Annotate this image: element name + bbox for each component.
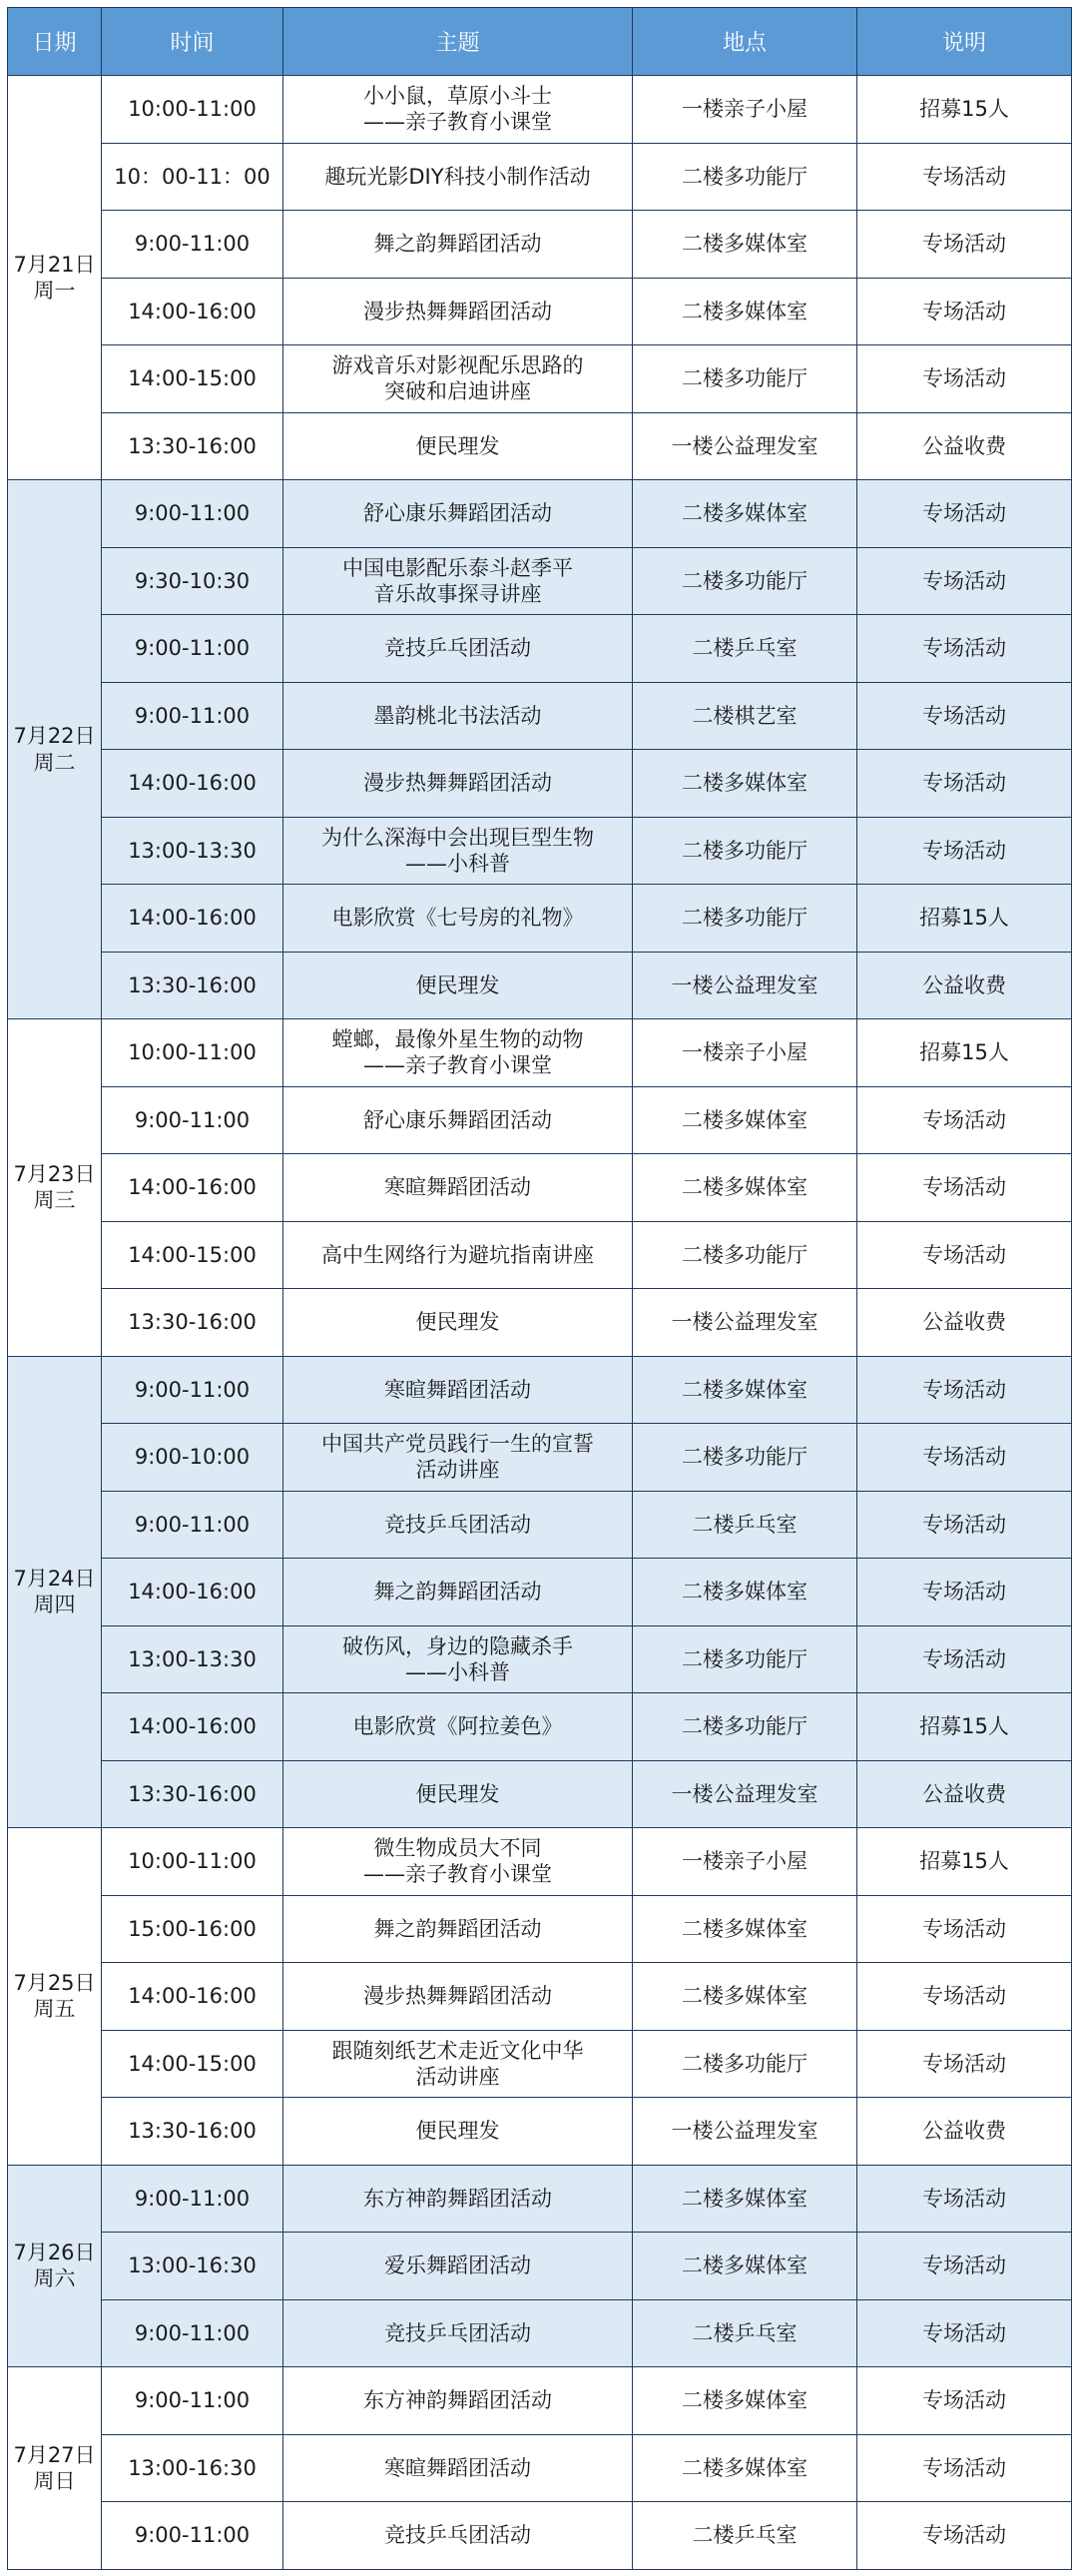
time-cell: 9:00-11:00: [102, 480, 283, 548]
location-cell: 一楼亲子小屋: [633, 76, 857, 144]
topic-line: 破伤风，身边的隐藏杀手: [342, 1633, 573, 1658]
note-cell: 专场活动: [857, 278, 1072, 345]
topic-cell: [283, 412, 633, 480]
topic-cell: [283, 1963, 633, 2031]
note-cell: 公益收费: [857, 952, 1072, 1019]
table-row: [8, 1491, 1072, 1559]
note-cell: 专场活动: [857, 1963, 1072, 2031]
time-cell: 13:00-13:30: [102, 1625, 283, 1693]
topic-line: ——小科普: [405, 851, 510, 876]
topic-cell: [283, 1019, 633, 1087]
topic-line: 高中生网络行为避坑指南讲座: [321, 1242, 594, 1267]
location-cell: 二楼乒乓室: [633, 2299, 857, 2367]
note-cell: 专场活动: [857, 1424, 1072, 1492]
location-cell: 二楼多媒体室: [633, 1895, 857, 1963]
location-cell: 二楼多媒体室: [633, 1963, 857, 2031]
topic-line: 电影欣赏《七号房的礼物》: [331, 906, 584, 931]
date-cell: 7月26日 周六: [8, 2165, 102, 2367]
topic-cell: [283, 1086, 633, 1154]
topic-line: 舞之韵舞蹈团活动: [373, 232, 542, 257]
note-cell: 专场活动: [857, 480, 1072, 548]
topic-line: ——亲子教育小课堂: [363, 1862, 552, 1887]
topic-cell: [283, 2165, 633, 2233]
topic-cell: [283, 750, 633, 818]
note-cell: 招募15人: [857, 76, 1072, 144]
table-row: [8, 1356, 1072, 1424]
topic-line: 墨韵桃北书法活动: [373, 703, 542, 728]
note-cell: 招募15人: [857, 1019, 1072, 1087]
table-row: [8, 885, 1072, 953]
location-cell: 一楼公益理发室: [633, 1289, 857, 1357]
topic-line: 竞技乒乓团活动: [384, 1512, 531, 1537]
topic-line: 寒暄舞蹈团活动: [384, 2455, 531, 2480]
time-cell: 13:00-16:30: [102, 2233, 283, 2300]
topic-line: 游戏音乐对影视配乐思路的: [331, 353, 584, 377]
table-row: [8, 1625, 1072, 1693]
table-row: [8, 1559, 1072, 1626]
header-time: 时间: [102, 8, 283, 76]
time-cell: 9:00-11:00: [102, 2299, 283, 2367]
day-group: [8, 76, 1072, 480]
time-cell: 14:00-15:00: [102, 2030, 283, 2098]
table-row: [8, 682, 1072, 750]
note-cell: 专场活动: [857, 615, 1072, 683]
note-cell: 专场活动: [857, 2299, 1072, 2367]
location-cell: 二楼多媒体室: [633, 1086, 857, 1154]
topic-cell: [283, 211, 633, 279]
topic-cell: [283, 1154, 633, 1222]
header-topic: 主题: [283, 8, 633, 76]
topic-cell: [283, 2367, 633, 2435]
topic-cell: [283, 2502, 633, 2570]
table-row: [8, 345, 1072, 413]
schedule-table: [7, 7, 1072, 2570]
location-cell: 二楼多功能厅: [633, 1221, 857, 1289]
location-cell: 二楼多媒体室: [633, 2165, 857, 2233]
topic-cell: [283, 1625, 633, 1693]
note-cell: 专场活动: [857, 1559, 1072, 1626]
table-row: [8, 2434, 1072, 2502]
note-cell: 专场活动: [857, 547, 1072, 615]
location-cell: 一楼公益理发室: [633, 952, 857, 1019]
time-cell: 14:00-16:00: [102, 1559, 283, 1626]
topic-line: ——亲子教育小课堂: [363, 1053, 552, 1078]
topic-line: 为什么深海中会出现巨型生物: [321, 825, 594, 850]
time-cell: 9:00-11:00: [102, 1356, 283, 1424]
location-cell: 二楼乒乓室: [633, 1491, 857, 1559]
topic-cell: [283, 1424, 633, 1492]
topic-line: 东方神韵舞蹈团活动: [363, 2388, 552, 2413]
note-cell: 专场活动: [857, 2030, 1072, 2098]
time-cell: 14:00-16:00: [102, 278, 283, 345]
topic-line: 寒暄舞蹈团活动: [384, 1377, 531, 1402]
location-cell: 一楼亲子小屋: [633, 1828, 857, 1896]
topic-line: 便民理发: [415, 1781, 500, 1806]
table-row: [8, 2299, 1072, 2367]
table-row: [8, 2367, 1072, 2435]
location-cell: 二楼多功能厅: [633, 345, 857, 413]
day-group: [8, 1019, 1072, 1357]
topic-cell: [283, 480, 633, 548]
location-cell: 二楼多媒体室: [633, 480, 857, 548]
topic-cell: [283, 1895, 633, 1963]
note-cell: 专场活动: [857, 2502, 1072, 2570]
topic-line: 趣玩光影DIY科技小制作活动: [324, 164, 591, 189]
note-cell: 公益收费: [857, 1760, 1072, 1828]
topic-line: 竞技乒乓团活动: [384, 636, 531, 661]
topic-cell: [283, 2299, 633, 2367]
topic-cell: [283, 345, 633, 413]
note-cell: 专场活动: [857, 1625, 1072, 1693]
table-row: [8, 278, 1072, 345]
header-location: 地点: [633, 8, 857, 76]
topic-cell: [283, 1356, 633, 1424]
date-cell: 7月24日 周四: [8, 1356, 102, 1828]
table-row: [8, 952, 1072, 1019]
topic-cell: [283, 2233, 633, 2300]
time-cell: 14:00-16:00: [102, 1693, 283, 1761]
header-row: [8, 8, 1072, 76]
time-cell: 14:00-15:00: [102, 345, 283, 413]
topic-cell: [283, 1289, 633, 1357]
location-cell: 一楼公益理发室: [633, 412, 857, 480]
note-cell: 专场活动: [857, 1895, 1072, 1963]
table-row: [8, 1963, 1072, 2031]
topic-cell: [283, 952, 633, 1019]
date-cell: 7月21日 周一: [8, 76, 102, 480]
location-cell: 二楼多功能厅: [633, 1625, 857, 1693]
note-cell: 专场活动: [857, 2367, 1072, 2435]
time-cell: 13:30-16:00: [102, 412, 283, 480]
note-cell: 专场活动: [857, 2434, 1072, 2502]
table-row: [8, 1019, 1072, 1087]
time-cell: 9:30-10:30: [102, 547, 283, 615]
time-cell: 15:00-16:00: [102, 1895, 283, 1963]
topic-line: 微生物成员大不同: [373, 1836, 542, 1860]
topic-cell: [283, 2434, 633, 2502]
table-row: [8, 750, 1072, 818]
time-cell: 13:30-16:00: [102, 1760, 283, 1828]
location-cell: 二楼多媒体室: [633, 211, 857, 279]
table-row: [8, 1289, 1072, 1357]
topic-line: 东方神韵舞蹈团活动: [363, 2186, 552, 2211]
note-cell: 专场活动: [857, 345, 1072, 413]
table-row: [8, 2502, 1072, 2570]
date-cell: 7月25日 周五: [8, 1828, 102, 2166]
location-cell: 二楼多功能厅: [633, 1693, 857, 1761]
table-row: [8, 412, 1072, 480]
topic-line: ——小科普: [405, 1659, 510, 1684]
note-cell: 专场活动: [857, 682, 1072, 750]
topic-cell: [283, 1491, 633, 1559]
table-row: [8, 480, 1072, 548]
topic-line: 漫步热舞舞蹈团活动: [363, 1984, 552, 2009]
topic-cell: [283, 1760, 633, 1828]
topic-cell: [283, 1828, 633, 1896]
table-row: [8, 2098, 1072, 2166]
topic-line: 爱乐舞蹈团活动: [384, 2254, 531, 2278]
note-cell: 公益收费: [857, 1289, 1072, 1357]
location-cell: 二楼乒乓室: [633, 615, 857, 683]
table-header: [8, 8, 1072, 76]
topic-line: 漫步热舞舞蹈团活动: [363, 299, 552, 323]
table-row: [8, 615, 1072, 683]
location-cell: 一楼公益理发室: [633, 1760, 857, 1828]
time-cell: 9:00-11:00: [102, 211, 283, 279]
table-row: [8, 1221, 1072, 1289]
note-cell: 专场活动: [857, 817, 1072, 885]
location-cell: 二楼多功能厅: [633, 2030, 857, 2098]
table-row: [8, 1828, 1072, 1896]
topic-line: 舒心康乐舞蹈团活动: [363, 501, 552, 526]
location-cell: 二楼多功能厅: [633, 1424, 857, 1492]
time-cell: 9:00-11:00: [102, 615, 283, 683]
location-cell: 二楼多功能厅: [633, 143, 857, 211]
topic-cell: [283, 76, 633, 144]
time-cell: 9:00-11:00: [102, 2165, 283, 2233]
topic-line: 竞技乒乓团活动: [384, 2523, 531, 2548]
location-cell: 二楼乒乓室: [633, 2502, 857, 2570]
note-cell: 招募15人: [857, 1693, 1072, 1761]
time-cell: 9:00-11:00: [102, 1086, 283, 1154]
note-cell: 专场活动: [857, 750, 1072, 818]
topic-cell: [283, 2030, 633, 2098]
topic-line: 便民理发: [415, 972, 500, 997]
location-cell: 二楼多媒体室: [633, 1559, 857, 1626]
topic-line: 电影欣赏《阿拉姜色》: [352, 1714, 563, 1739]
topic-line: 舞之韵舞蹈团活动: [373, 1916, 542, 1941]
time-cell: 10:00-11:00: [102, 1019, 283, 1087]
location-cell: 二楼棋艺室: [633, 682, 857, 750]
table-row: [8, 1895, 1072, 1963]
location-cell: 二楼多媒体室: [633, 2233, 857, 2300]
note-cell: 公益收费: [857, 2098, 1072, 2166]
time-cell: 14:00-16:00: [102, 885, 283, 953]
day-group: [8, 2165, 1072, 2367]
location-cell: 二楼多媒体室: [633, 1154, 857, 1222]
topic-cell: [283, 885, 633, 953]
location-cell: 一楼亲子小屋: [633, 1019, 857, 1087]
topic-cell: [283, 2098, 633, 2166]
table-row: [8, 1086, 1072, 1154]
table-row: [8, 817, 1072, 885]
day-group: [8, 480, 1072, 1019]
table-row: [8, 1424, 1072, 1492]
date-cell: 7月23日 周三: [8, 1019, 102, 1357]
topic-line: 漫步热舞舞蹈团活动: [363, 771, 552, 796]
topic-cell: [283, 1559, 633, 1626]
topic-cell: [283, 278, 633, 345]
location-cell: 二楼多功能厅: [633, 547, 857, 615]
topic-cell: [283, 1693, 633, 1761]
table-row: [8, 547, 1072, 615]
table-row: [8, 2030, 1072, 2098]
topic-line: 中国电影配乐泰斗赵季平: [342, 555, 573, 580]
location-cell: 二楼多媒体室: [633, 750, 857, 818]
date-cell: 7月27日 周日: [8, 2367, 102, 2570]
topic-line: 活动讲座: [415, 1458, 500, 1483]
topic-line: 突破和启迪讲座: [384, 379, 531, 404]
day-group: [8, 1356, 1072, 1828]
note-cell: 专场活动: [857, 143, 1072, 211]
header-date: 日期: [8, 8, 102, 76]
topic-cell: [283, 547, 633, 615]
time-cell: 13:00-16:30: [102, 2434, 283, 2502]
day-group: [8, 2367, 1072, 2570]
topic-line: 活动讲座: [415, 2064, 500, 2089]
time-cell: 9:00-11:00: [102, 2367, 283, 2435]
topic-line: 便民理发: [415, 2119, 500, 2144]
topic-line: 舒心康乐舞蹈团活动: [363, 1107, 552, 1132]
topic-line: 中国共产党员践行一生的宣誓: [321, 1432, 594, 1456]
note-cell: 招募15人: [857, 885, 1072, 953]
time-cell: 9:00-11:00: [102, 1491, 283, 1559]
note-cell: 专场活动: [857, 1086, 1072, 1154]
time-cell: 9:00-11:00: [102, 2502, 283, 2570]
time-cell: 9:00-11:00: [102, 682, 283, 750]
time-cell: 9:00-10:00: [102, 1424, 283, 1492]
table-row: [8, 76, 1072, 144]
table-row: [8, 2233, 1072, 2300]
date-cell: 7月22日 周二: [8, 480, 102, 1019]
table-row: [8, 2165, 1072, 2233]
location-cell: 二楼多媒体室: [633, 1356, 857, 1424]
note-cell: 专场活动: [857, 1154, 1072, 1222]
time-cell: 13:30-16:00: [102, 1289, 283, 1357]
topic-line: 竞技乒乓团活动: [384, 2320, 531, 2345]
topic-line: 寒暄舞蹈团活动: [384, 1175, 531, 1200]
day-group: [8, 1828, 1072, 2166]
time-cell: 10:00-11:00: [102, 1828, 283, 1896]
location-cell: 一楼公益理发室: [633, 2098, 857, 2166]
time-cell: 14:00-15:00: [102, 1221, 283, 1289]
time-cell: 13:30-16:00: [102, 2098, 283, 2166]
header-note: 说明: [857, 8, 1072, 76]
topic-line: 螳螂，最像外星生物的动物: [331, 1027, 584, 1051]
topic-line: 音乐故事探寻讲座: [373, 581, 542, 606]
topic-line: 舞之韵舞蹈团活动: [373, 1580, 542, 1605]
topic-line: 便民理发: [415, 1310, 500, 1335]
topic-cell: [283, 143, 633, 211]
time-cell: 10：00-11：00: [102, 143, 283, 211]
note-cell: 专场活动: [857, 2165, 1072, 2233]
note-cell: 招募15人: [857, 1828, 1072, 1896]
table-row: [8, 1760, 1072, 1828]
time-cell: 14:00-16:00: [102, 1154, 283, 1222]
table-row: [8, 143, 1072, 211]
time-cell: 13:30-16:00: [102, 952, 283, 1019]
location-cell: 二楼多功能厅: [633, 817, 857, 885]
note-cell: 专场活动: [857, 1491, 1072, 1559]
topic-cell: [283, 817, 633, 885]
table-row: [8, 211, 1072, 279]
topic-line: ——亲子教育小课堂: [363, 110, 552, 135]
time-cell: 14:00-16:00: [102, 1963, 283, 2031]
note-cell: 公益收费: [857, 412, 1072, 480]
topic-cell: [283, 1221, 633, 1289]
time-cell: 14:00-16:00: [102, 750, 283, 818]
note-cell: 专场活动: [857, 2233, 1072, 2300]
note-cell: 专场活动: [857, 211, 1072, 279]
topic-cell: [283, 615, 633, 683]
time-cell: 10:00-11:00: [102, 76, 283, 144]
table-row: [8, 1693, 1072, 1761]
topic-line: 小小鼠，草原小斗士: [363, 84, 552, 108]
topic-line: 便民理发: [415, 433, 500, 458]
note-cell: 专场活动: [857, 1221, 1072, 1289]
location-cell: 二楼多功能厅: [633, 885, 857, 953]
location-cell: 二楼多媒体室: [633, 2434, 857, 2502]
location-cell: 二楼多媒体室: [633, 278, 857, 345]
topic-line: 跟随刻纸艺术走近文化中华: [331, 2038, 584, 2063]
table-row: [8, 1154, 1072, 1222]
location-cell: 二楼多媒体室: [633, 2367, 857, 2435]
topic-cell: [283, 682, 633, 750]
time-cell: 13:00-13:30: [102, 817, 283, 885]
note-cell: 专场活动: [857, 1356, 1072, 1424]
